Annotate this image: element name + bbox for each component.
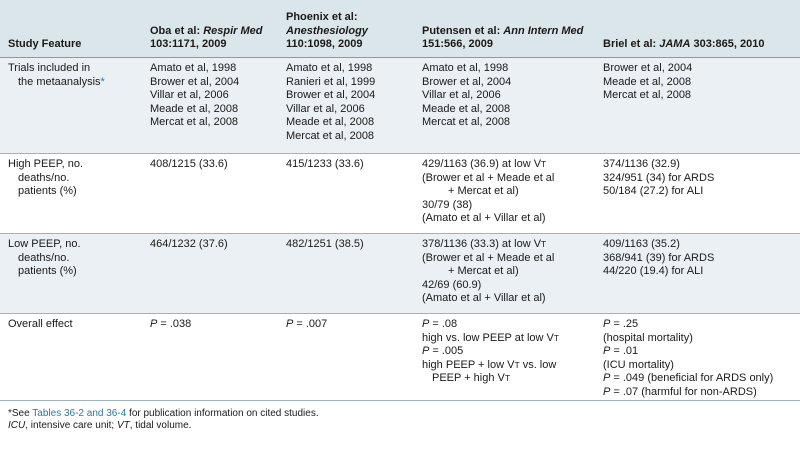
overall-phoenix: P = .007 — [286, 318, 328, 330]
header-putensen: Putensen et al: Ann Intern Med 151:566, 2009 — [422, 24, 584, 51]
table-row-high-peep — [0, 154, 800, 234]
row-label-high-peep: High PEEP, no. deaths/no. patients (%) — [8, 158, 84, 198]
high-peep-briel: 374/1136 (32.9) 324/951 (34) for ARDS 50/184 (27.2) for ALI — [603, 158, 715, 198]
high-peep-phoenix: 415/1233 (33.6) — [286, 158, 364, 170]
low-peep-oba: 464/1232 (37.6) — [150, 238, 228, 250]
row-label-trials: Trials included in the metaanalysis* — [8, 62, 105, 88]
row-label-overall-effect: Overall effect — [8, 318, 73, 330]
trials-putensen: Amato et al, 1998 Brower et al, 2004 Villar et al, 2006 Meade et al, 2008 Mercat et al, 2008 — [422, 62, 512, 129]
table-row-overall-effect — [0, 314, 800, 401]
tables-reference-link[interactable]: Tables 36-2 and 36-4 — [32, 408, 127, 419]
header-study-feature: Study Feature — [8, 38, 82, 51]
table-header-row — [0, 0, 800, 58]
table-row-trials — [0, 58, 800, 154]
overall-putensen: P = .08 high vs. low PEEP at low VT P = .005 high PEEP + low VT vs. low PEEP + high VT — [422, 318, 560, 385]
trials-phoenix: Amato et al, 1998 Ranieri et al, 1999 Brower et al, 2004 Villar et al, 2006 Meade et al, 2008 Mercat et al, 2008 — [286, 62, 376, 142]
footnote-tables: *See Tables 36-2 and 36-4 for publication information on cited studies. — [8, 408, 319, 419]
high-peep-putensen: 429/1163 (36.9) at low VT (Brower et al + Meade et al + Mercat et al) 30/79 (38) (Amato et al + Villar et al) — [422, 158, 555, 225]
low-peep-putensen: 378/1136 (33.3) at low VT (Brower et al + Meade et al + Mercat et al) 42/69 (60.9) (Amato et al + Villar et al) — [422, 238, 555, 305]
header-phoenix: Phoenix et al: Anesthesiology 110:1098, 2009 — [286, 11, 368, 51]
overall-oba: P = .038 — [150, 318, 192, 330]
low-peep-briel: 409/1163 (35.2) 368/941 (39) for ARDS 44/220 (19.4) for ALI — [603, 238, 715, 278]
trials-briel: Brower et al, 2004 Meade et al, 2008 Mercat et al, 2008 — [603, 62, 693, 102]
header-oba: Oba et al: Respir Med 103:1171, 2009 — [150, 24, 263, 51]
row-label-low-peep: Low PEEP, no. deaths/no. patients (%) — [8, 238, 81, 278]
table-footnotes — [8, 408, 319, 432]
trials-oba: Amato et al, 1998 Brower et al, 2004 Villar et al, 2006 Meade et al, 2008 Mercat et al, 2008 — [150, 62, 240, 129]
header-briel: Briel et al: JAMA 303:865, 2010 — [603, 38, 765, 51]
footnote-abbreviations: ICU, intensive care unit; VT, tidal volume. — [8, 420, 192, 431]
table-row-low-peep — [0, 234, 800, 314]
low-peep-phoenix: 482/1251 (38.5) — [286, 238, 364, 250]
footnote-marker[interactable]: * — [100, 75, 105, 88]
high-peep-oba: 408/1215 (33.6) — [150, 158, 228, 170]
overall-briel: P = .25 (hospital mortality) P = .01 (ICU mortality) P = .049 (beneficial for ARDS only) P = .07 (harmful for non-ARDS) — [603, 318, 774, 398]
